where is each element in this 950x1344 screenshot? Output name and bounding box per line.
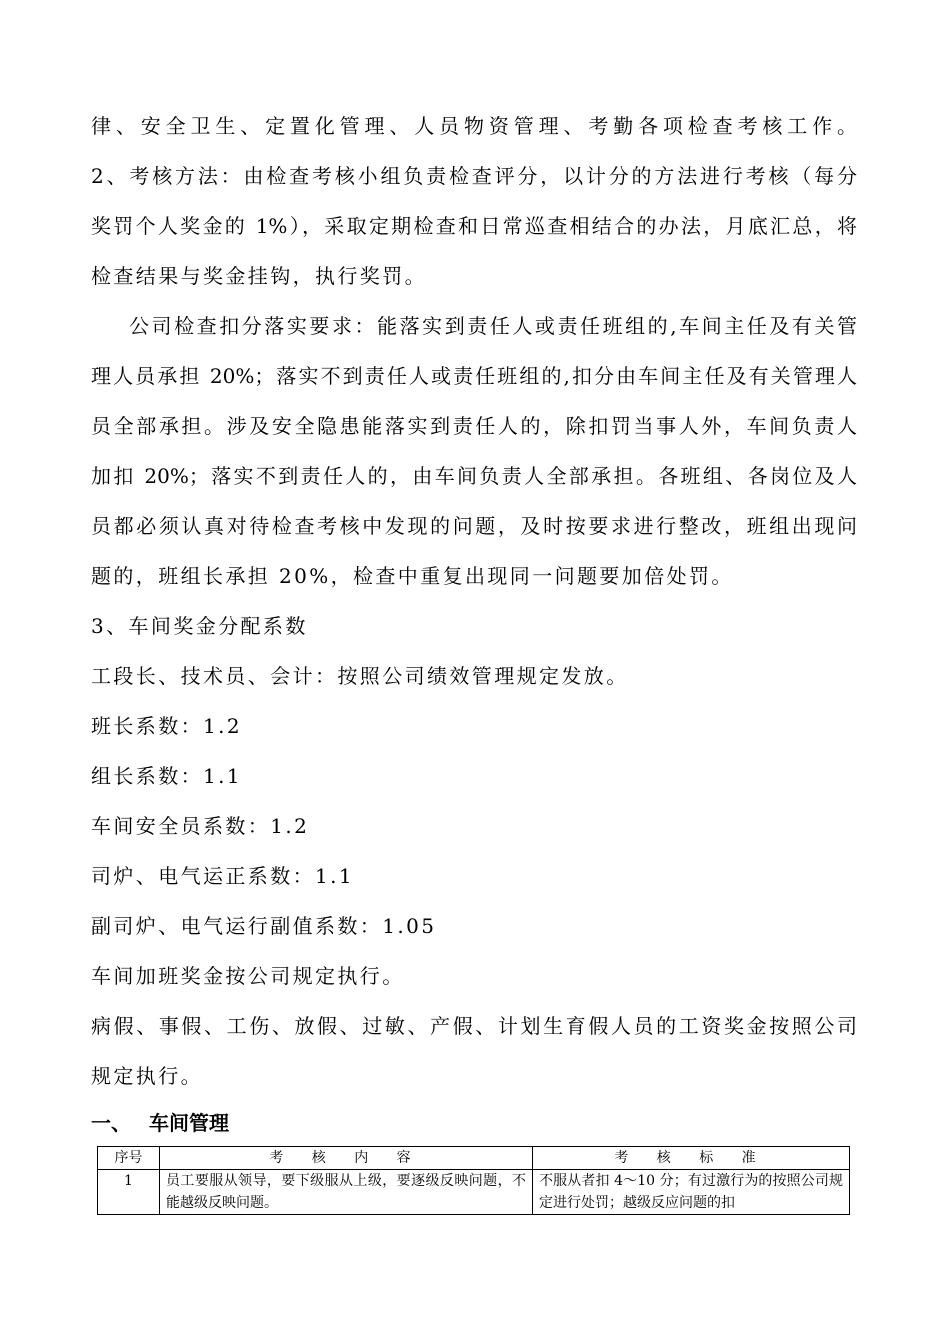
- paragraph-line: 员全部承担。涉及安全隐患能落实到责任人的，除扣罚当事人外，车间负责人: [91, 414, 857, 438]
- cell-no: 1: [98, 1170, 160, 1215]
- paragraph-line: 公司检查扣分落实要求：能落实到责任人或责任班组的,车间主任及有关管: [129, 314, 857, 338]
- paragraph-line: 司炉、电气运正系数：1.1: [91, 864, 355, 888]
- paragraph-line: 加扣 20%；落实不到责任人的，由车间负责人全部承担。各班组、各岗位及人: [91, 464, 857, 488]
- paragraph-line: 规定执行。: [91, 1064, 203, 1088]
- paragraph-line: 工段长、技术员、会计：按照公司绩效管理规定发放。: [91, 664, 629, 688]
- section-heading: [91, 1110, 229, 1136]
- section-title: 车间管理: [149, 1111, 229, 1135]
- cell-content-text: 员工要服从领导，要下级服从上级，要逐级反映问题，不能越级反映问题。: [166, 1173, 526, 1211]
- table-header-row: [98, 1147, 850, 1170]
- paragraph-line: 病假、事假、工伤、放假、过敏、产假、计划生育假人员的工资奖金按照公司: [91, 1014, 857, 1038]
- paragraph-line: 组长系数：1.1: [91, 764, 243, 788]
- paragraph-line: 员都必须认真对待检查考核中发现的问题，及时按要求进行整改，班组出现问: [91, 514, 857, 538]
- assessment-table: [97, 1146, 850, 1215]
- header-no: 序号: [98, 1147, 160, 1170]
- paragraph-line: 车间加班奖金按公司规定执行。: [91, 964, 405, 988]
- paragraph-line: 题的，班组长承担 20%，检查中重复出现同一问题要加倍处罚。: [91, 564, 734, 588]
- paragraph-line: 理人员承担 20%；落实不到责任人或责任班组的,扣分由车间主任及有关管理人: [91, 364, 857, 388]
- paragraph-line: 奖罚个人奖金的 1%），采取定期检查和日常巡查相结合的办法，月底汇总，将: [91, 214, 857, 238]
- paragraph-line: 3、车间奖金分配系数: [91, 614, 308, 638]
- paragraph-line: 检查结果与奖金挂钩，执行奖罚。: [91, 264, 427, 288]
- paragraph-line: 车间安全员系数：1.2: [91, 814, 310, 838]
- header-standard: 考 核 标 准: [533, 1147, 850, 1170]
- paragraph-line: 2、考核方法：由检查考核小组负责检查评分，以计分的方法进行考核（每分: [91, 164, 857, 188]
- section-number: 一、: [91, 1111, 131, 1135]
- cell-standard: [533, 1170, 850, 1215]
- cell-standard-text: 不服从者扣 4～10 分；有过激行为的按照公司规定进行处罚；越级反应问题的扣: [539, 1173, 843, 1211]
- header-content: 考 核 内 容: [160, 1147, 533, 1170]
- paragraph-line: 副司炉、电气运行副值系数：1.05: [91, 914, 437, 938]
- paragraph-line: 班长系数：1.2: [91, 714, 243, 738]
- cell-content: [160, 1170, 533, 1215]
- table-row: [98, 1170, 850, 1215]
- paragraph-line: 律、安全卫生、定置化管理、人员物资管理、考勤各项检查考核工作。: [91, 114, 857, 138]
